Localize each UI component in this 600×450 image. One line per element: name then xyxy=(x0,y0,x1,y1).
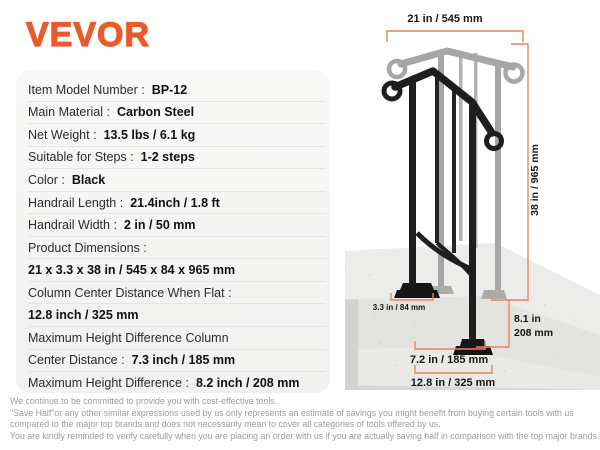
spec-value: 21.4inch / 1.8 ft xyxy=(130,195,220,210)
spec-label: Handrail Width : xyxy=(28,218,117,233)
spec-label: Item Model Number : xyxy=(28,82,145,97)
spec-value: Carbon Steel xyxy=(116,105,195,120)
spec-label: Net Weight : xyxy=(28,127,97,142)
dim-base-plate-label: 3.3 in / 84 mm xyxy=(372,303,426,312)
spec-value: 12.8 inch / 325 mm xyxy=(28,308,139,323)
dim-step-height-label-line1: 8.1 in xyxy=(514,313,541,325)
spec-row-handrail-width xyxy=(28,214,326,237)
disclaimer xyxy=(10,396,599,442)
scroll-end-bottom-black xyxy=(487,134,502,149)
spec-row-product-dimensions xyxy=(28,237,326,260)
spec-row-center-distance xyxy=(28,350,326,373)
spec-row-column-distance-flat-value xyxy=(28,304,326,327)
spec-label: Suitable for Steps : xyxy=(28,150,134,165)
spec-value: 8.2 inch / 208 mm xyxy=(195,375,300,390)
spec-row-product-dimensions-value xyxy=(28,259,326,282)
spec-row-steps xyxy=(28,147,326,170)
spec-row-weight xyxy=(28,124,326,147)
spec-value: Black xyxy=(71,172,106,187)
spec-value: BP-12 xyxy=(151,82,188,97)
spec-row-material xyxy=(28,102,326,125)
disclaimer-line: You are kindly reminded to verify carefully when you are placing an order with us if you are actually saving half in comparison with the top major brands. xyxy=(10,430,600,441)
disclaimer-line: We continue to be committed to provide you with cost-effective tools. xyxy=(10,396,278,406)
vevor-logo: VEVOR xyxy=(26,16,151,54)
spec-value: 1-2 steps xyxy=(140,150,195,165)
spec-label: Center Distance : xyxy=(28,353,125,368)
spec-row-max-height-diff xyxy=(28,372,326,394)
dim-step-height-label-line2: 208 mm xyxy=(514,327,554,339)
dim-width-bracket xyxy=(387,31,523,42)
spec-panel xyxy=(16,70,330,393)
spec-row-model xyxy=(28,79,326,102)
spec-label: Main Material : xyxy=(28,105,110,120)
dim-column-distance-flat-label: 12.8 in / 325 mm xyxy=(410,377,496,389)
disclaimer-line: "Save Half"or any other similar expressions used by us only represents an estimate of savings you might benefit from buying certain tools with us xyxy=(10,407,574,418)
scroll-end-left-gray xyxy=(389,61,405,77)
spec-label: Color : xyxy=(28,172,65,187)
scroll-end-left-black xyxy=(384,83,400,99)
spec-row-column-distance-flat xyxy=(28,282,326,305)
spec-value: 2 in / 50 mm xyxy=(123,218,196,233)
spec-row-max-height-diff-column xyxy=(28,327,326,350)
disclaimer-line: compared to the major top brands and does not necessarily mean to cover all categories of tools offered by us. xyxy=(10,419,441,430)
spec-value: 7.3 inch / 185 mm xyxy=(131,353,236,368)
dim-height-label: 38 in / 965 mm xyxy=(529,144,541,216)
spec-value: 21 x 3.3 x 38 in / 545 x 84 x 965 mm xyxy=(28,263,236,278)
dim-width-label: 21 in / 545 mm xyxy=(407,13,483,25)
spec-label: Column Center Distance When Flat : xyxy=(28,285,232,300)
spec-label: Handrail Length : xyxy=(28,195,124,210)
spec-label: Product Dimensions : xyxy=(28,240,147,255)
dim-column-distance-label: 7.2 in / 185 mm xyxy=(409,354,489,366)
spec-label: Maximum Height Difference Column xyxy=(28,330,229,345)
handrail-diagram xyxy=(345,5,600,390)
spec-row-handrail-length xyxy=(28,192,326,215)
spec-row-color xyxy=(28,169,326,192)
spec-label: Maximum Height Difference : xyxy=(28,375,189,390)
spec-value: 13.5 lbs / 6.1 kg xyxy=(103,127,196,142)
